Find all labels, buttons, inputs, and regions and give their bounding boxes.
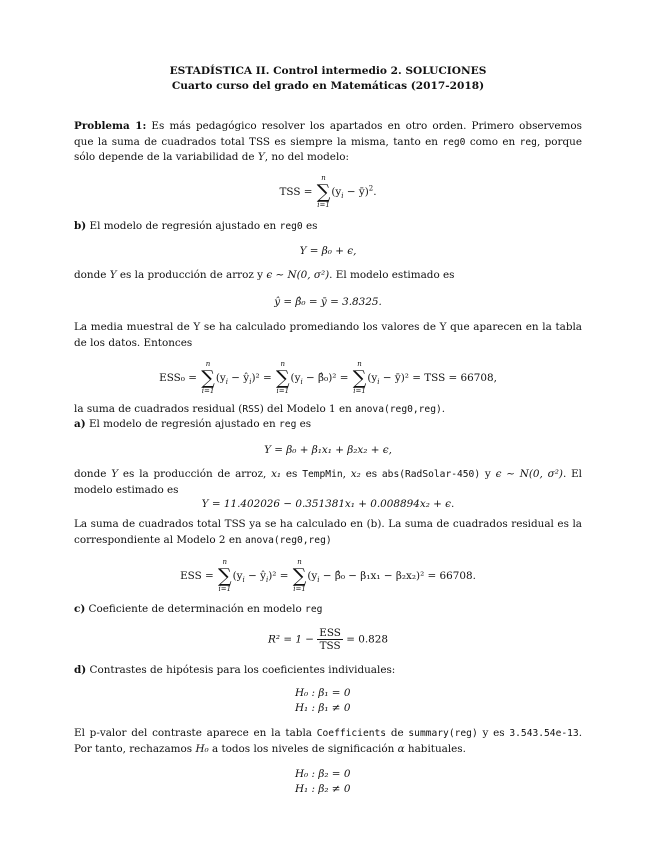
eq-sup: 2 bbox=[368, 184, 374, 193]
eq-part: − ŷ bbox=[228, 372, 250, 384]
text: a todos los niveles de significación bbox=[208, 742, 398, 755]
document-title: ESTADÍSTICA II. Control intermedio 2. SOLUCIONES bbox=[169, 65, 487, 77]
text: es la producción de arroz y bbox=[116, 269, 267, 281]
text: es bbox=[360, 468, 382, 480]
math-var: Y bbox=[109, 269, 117, 281]
text: donde bbox=[74, 468, 112, 480]
text: . El modelo estimado es bbox=[329, 269, 455, 281]
eq-part: − β̂₀)² = bbox=[302, 372, 352, 384]
text: . El modelo estimado es bbox=[74, 468, 582, 496]
fraction-numerator: ESS bbox=[319, 627, 341, 639]
math-var: Y bbox=[111, 468, 119, 480]
sum-symbol: n ∑ i=1 bbox=[352, 360, 367, 395]
math-var: α bbox=[397, 742, 405, 755]
eq-part: (y bbox=[290, 372, 301, 384]
equation-estimate-a: Y = 11.402026 − 0.351381x₁ + 0.008894x₂ + ϵ. bbox=[201, 498, 455, 510]
text: El modelo de regresión ajustado en bbox=[85, 418, 280, 430]
eq-part: )² = bbox=[268, 570, 292, 582]
code: RSS bbox=[242, 404, 260, 415]
text: El p-valor del contraste aparece en la tabla bbox=[74, 727, 317, 739]
text: , no del modelo: bbox=[264, 151, 350, 163]
fraction-denominator: TSS bbox=[319, 640, 341, 652]
section-d-intro bbox=[74, 663, 582, 679]
eq-part: (y bbox=[331, 186, 342, 198]
null-hypothesis: H₀ : β₂ = 0 bbox=[295, 768, 351, 780]
alternative-hypothesis: H₁ : β₂ ≠ 0 bbox=[295, 783, 351, 795]
section-b-definition bbox=[74, 268, 582, 284]
text: y es bbox=[477, 727, 510, 739]
text: de bbox=[386, 727, 409, 739]
code: TempMin bbox=[302, 469, 343, 480]
text: El modelo de regresión ajustado en bbox=[86, 220, 280, 232]
eq-part: − ŷ bbox=[244, 570, 266, 582]
text: donde bbox=[74, 269, 110, 281]
sum-top: n bbox=[321, 174, 326, 182]
equation-estimate-b: ŷ = β̂₀ = ȳ = 3.8325. bbox=[274, 296, 382, 308]
section-d-label: d) bbox=[74, 664, 87, 676]
eq-part: (y bbox=[232, 570, 243, 582]
code: anova(reg0,reg) bbox=[245, 534, 332, 546]
equation-ess: ESS = n ∑ i=1 ($y_i$ − $ŷ_i)^2$ = n ∑ i=1 ($y_i$ − β̂₀ − β₁x₁ − β₂x₂)² = 66708. bbox=[180, 558, 476, 593]
code: reg bbox=[519, 136, 537, 148]
fraction bbox=[317, 627, 343, 652]
text: Es más pedagógico resolver los apartados en otro orden. Primero observemos que la suma de cuadrados total TSS es siempre la misma, tanto en bbox=[74, 120, 582, 148]
math-var: Y bbox=[257, 151, 265, 163]
alternative-hypothesis: H₁ : β₁ ≠ 0 bbox=[295, 702, 351, 714]
equation-model-b: Y = β₀ + ϵ, bbox=[299, 245, 357, 257]
section-b-intro bbox=[74, 219, 582, 235]
eq-part: (y bbox=[367, 372, 378, 384]
math-expr: ϵ ∼ N(0, σ²) bbox=[266, 269, 330, 281]
problema1-label: Problema 1: bbox=[74, 120, 147, 132]
equation-ess0: ESS₀ = n ∑ i=1 ($y_i$ − $ŷ_i)^2$ = n ∑ i=1 ($y_i$ − β̂₀)² = n ∑ i=1 ($y_i$ − ȳ)² = TSS = 66708, bbox=[159, 360, 497, 395]
code: 3.543.54e-13 bbox=[509, 728, 579, 739]
text: es bbox=[302, 220, 318, 232]
eq-part: )² = bbox=[251, 372, 275, 384]
sum-symbol: n ∑ i=1 bbox=[218, 558, 232, 593]
math-expr: ϵ ∼ N(0, σ²) bbox=[495, 468, 563, 480]
eq-part: ESS₀ = bbox=[159, 372, 201, 384]
equation-tss bbox=[74, 174, 582, 210]
eq-part: = 0.828 bbox=[342, 633, 388, 646]
code: abs(RadSolar-450) bbox=[381, 469, 481, 480]
code: anova(reg0,reg) bbox=[355, 404, 442, 415]
eq-part: . bbox=[373, 186, 377, 198]
section-b-label: b) bbox=[74, 220, 87, 232]
sum-symbol: n ∑ i=1 bbox=[292, 558, 307, 593]
eq-part: ESS = bbox=[180, 570, 218, 582]
section-d-paragraph bbox=[74, 726, 582, 757]
text: habituales. bbox=[404, 742, 466, 755]
text: ) del Modelo 1 en bbox=[259, 403, 356, 415]
section-a-definition bbox=[74, 467, 582, 498]
text: . bbox=[441, 403, 446, 415]
text: es bbox=[296, 418, 312, 430]
equation-r2 bbox=[74, 627, 582, 652]
text: Contrastes de hipótesis para los coeficientes individuales: bbox=[86, 664, 396, 676]
code: reg0 bbox=[279, 221, 303, 232]
problema1-intro bbox=[74, 119, 582, 166]
text: es la producción de arroz, bbox=[118, 468, 272, 480]
section-a-intro bbox=[74, 417, 582, 433]
text: la suma de cuadrados residual ( bbox=[74, 403, 243, 415]
section-b-paragraph: La media muestral de Y se ha calculado promediando los valores de Y que aparecen en la tabla de los datos. Entonces bbox=[74, 321, 582, 349]
text: como en bbox=[465, 135, 520, 148]
eq-sub: i bbox=[341, 192, 344, 201]
sum-symbol: n ∑ i=1 bbox=[275, 360, 290, 395]
text: , bbox=[342, 468, 351, 480]
code: reg0 bbox=[442, 136, 466, 148]
eq-part: − ȳ) bbox=[343, 186, 369, 198]
code: reg bbox=[305, 604, 323, 615]
sum-symbol: n ∑ i=1 bbox=[201, 360, 215, 395]
text: , porque sólo depende de la variabilidad de bbox=[74, 135, 582, 163]
text: . Por tanto, rechazamos bbox=[74, 727, 582, 755]
section-c-intro bbox=[74, 602, 582, 618]
equation-model-a: Y = β₀ + β₁x₁ + β₂x₂ + ϵ, bbox=[264, 444, 392, 456]
code: reg bbox=[279, 419, 297, 430]
code: summary(reg) bbox=[408, 728, 478, 739]
sum-bottom: i=1 bbox=[317, 201, 330, 209]
math-var: H₀ bbox=[195, 742, 209, 755]
code: Coefficients bbox=[316, 728, 387, 739]
math-var: x₂ bbox=[350, 468, 361, 480]
null-hypothesis: H₀ : β₁ = 0 bbox=[295, 687, 351, 699]
section-c-label: c) bbox=[74, 603, 86, 615]
section-b-rss bbox=[74, 402, 582, 418]
eq-part: R² = 1 − bbox=[268, 633, 318, 646]
eq-part: (y bbox=[215, 372, 226, 384]
eq-part: − ȳ)² = TSS = 66708, bbox=[379, 372, 497, 384]
eq-part: TSS = bbox=[279, 186, 316, 198]
text: es bbox=[281, 468, 303, 480]
text: La suma de cuadrados total TSS ya se ha calculado en (b). La suma de cuadrados residual es la correspondiente al Modelo 2 en bbox=[74, 518, 582, 546]
text: Coeficiente de determinación en modelo bbox=[85, 603, 306, 615]
section-a-paragraph bbox=[74, 517, 582, 548]
eq-part: − β̂₀ − β₁x₁ − β₂x₂)² = 66708. bbox=[319, 570, 476, 582]
math-var: x₁ bbox=[271, 468, 282, 480]
section-a-label: a) bbox=[74, 418, 86, 430]
text: y bbox=[480, 468, 496, 480]
sum-symbol: n ∑ i=1 bbox=[316, 174, 331, 209]
document-subtitle: Cuarto curso del grado en Matemáticas (2017-2018) bbox=[171, 80, 485, 92]
eq-part: (y bbox=[307, 570, 318, 582]
